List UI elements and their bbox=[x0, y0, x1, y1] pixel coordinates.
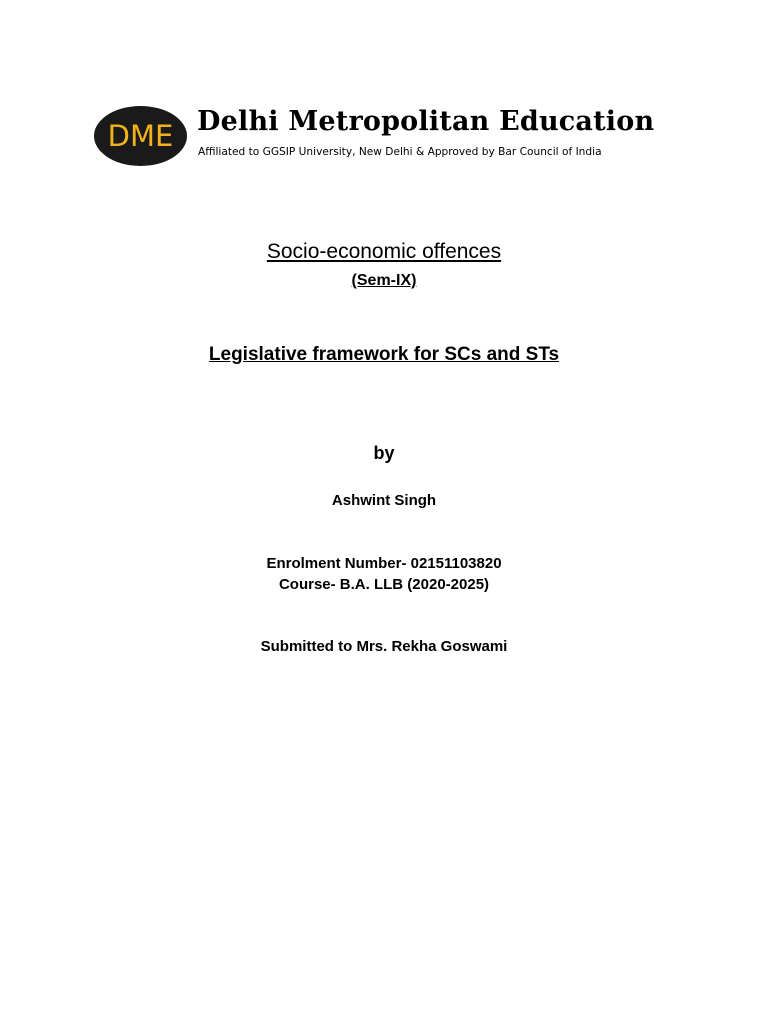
institution-name: Delhi Metropolitan Education bbox=[197, 106, 655, 137]
enrolment-number: Enrolment Number- 02151103820 bbox=[266, 555, 502, 572]
institution-affiliation: Affiliated to GGSIP University, New Delhi & Approved by Bar Council of India bbox=[198, 146, 602, 158]
course-info: Course- B.A. LLB (2020-2025) bbox=[278, 576, 490, 593]
submitted-to: Submitted to Mrs. Rekha Goswami bbox=[260, 638, 508, 655]
institution-header bbox=[94, 106, 694, 168]
logo-text: DME bbox=[107, 119, 174, 153]
by-label: by bbox=[373, 443, 395, 463]
semester-label: (Sem-IX) bbox=[351, 272, 417, 289]
topic-heading: Legislative framework for SCs and STs bbox=[208, 344, 560, 365]
document-title: Socio-economic offences bbox=[266, 240, 502, 263]
author-name: Ashwint Singh bbox=[331, 492, 437, 509]
dme-logo bbox=[94, 106, 187, 166]
